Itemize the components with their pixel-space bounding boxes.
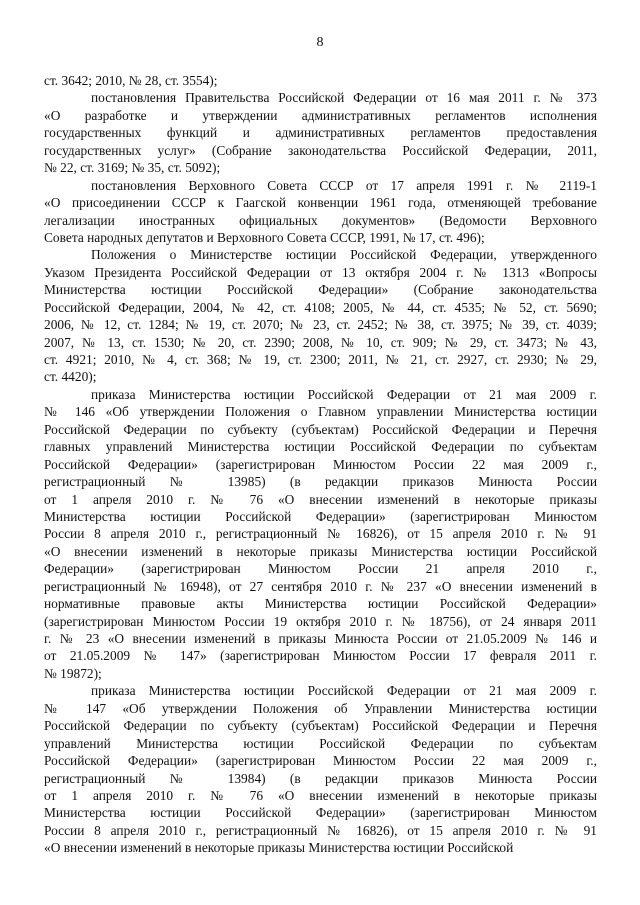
document-body: [44, 72, 597, 857]
text-line: от 21.05.2009 № 147» (зарегистрирован Минюстом России 17 февраля 2011 г.: [44, 648, 597, 664]
text-line: Российской Федерации» (зарегистрирован Минюстом России 22 мая 2009 г.,: [44, 753, 597, 769]
text-line: Российской Федерации по субъекту (субъектам) Российской Федерации и Перечня: [44, 421, 597, 437]
text-line: 2007, № 13, ст. 1530; № 20, ст. 2390; 2008, № 10, ст. 909; № 29, ст. 3473; № 43,: [44, 334, 597, 350]
text-line: России 8 апреля 2010 г., регистрационный № 16826), от 15 апреля 2010 г. № 91: [44, 526, 597, 542]
text-line: регистрационный № 13984) (в редакции приказов Минюста России: [44, 770, 597, 786]
text-line: № 22, ст. 3169; № 35, ст. 5092);: [44, 160, 221, 176]
text-line: нормативные правовые акты Министерства юстиции Российской Федерации»: [44, 596, 597, 612]
text-line: г. № 23 «О внесении изменений в приказы Минюста России от 21.05.2009 № 146 и: [44, 631, 597, 646]
text-line: «О разработке и утверждении административных регламентов исполнения: [44, 107, 597, 123]
text-line: Указом Президента Российской Федерации от 13 октября 2004 г. № 1313 «Вопросы: [44, 264, 597, 280]
text-line: «О внесении изменений в некоторые приказы Министерства юстиции Российской: [44, 840, 514, 856]
paragraph-order-146: [44, 386, 597, 682]
text-line: государственных услуг» (Собрание законодательства Российской Федерации, 2011,: [44, 142, 597, 158]
text-line: регистрационный № 13985) (в редакции приказов Минюста России: [44, 474, 597, 490]
text-line: ст. 4921; 2010, № 4, ст. 368; № 19, ст. 2300; 2011, № 21, ст. 2927, ст. 2930; № 29,: [44, 352, 597, 367]
text-line: Министерства юстиции Российской Федерации» (зарегистрирован Минюстом: [44, 508, 597, 524]
text-line: № 146 «Об утверждении Положения о Главном управлении Министерства юстиции: [44, 404, 597, 420]
text-line: ст. 4420);: [44, 369, 97, 385]
text-line: Российской Федерации по субъекту (субъектам) Российской Федерации и Перечня: [44, 718, 597, 734]
text-line: Российской Федерации, 2004, № 42, ст. 4108; 2005, № 44, ст. 4535; № 52, ст. 5690;: [44, 299, 597, 315]
text-line: приказа Министерства юстиции Российской Федерации от 21 мая 2009 г.: [91, 683, 597, 699]
text-line: управлений Министерства юстиции Российской Федерации по субъектам: [44, 735, 597, 751]
paragraph-ministry-regulation: [44, 246, 597, 386]
text-line: «О присоединении СССР к Гаагской конвенции 1961 года, отменяющей требование: [44, 195, 597, 211]
text-line: «О внесении изменений в некоторые приказы Министерства юстиции Российской: [44, 543, 597, 559]
text-line: № 19872);: [44, 665, 102, 681]
paragraph-supreme-soviet-resolution: [44, 177, 597, 247]
text-line: Положения о Министерстве юстиции Российской Федерации, утвержденного: [91, 247, 597, 263]
paragraph-citation-tail: [44, 72, 597, 89]
text-line: Российской Федерации» (зарегистрирован Минюстом России 22 мая 2009 г.,: [44, 456, 597, 472]
text-line: Совета народных депутатов и Верховного Совета СССР, 1991, № 17, ст. 496);: [44, 229, 485, 245]
text-line: Министерства юстиции Российской Федерации» (Собрание законодательства: [44, 282, 597, 298]
text-line: Федерации» (зарегистрирован Минюстом России 21 апреля 2010 г.,: [44, 561, 597, 577]
text-line: приказа Министерства юстиции Российской Федерации от 21 мая 2009 г.: [91, 386, 597, 402]
text-line: (зарегистрирован Минюстом России 19 октября 2010 г. № 18756), от 24 января 2011: [44, 613, 597, 629]
text-line: регистрационный № 16948), от 27 сентября 2010 г. № 237 «О внесении изменений в: [44, 578, 597, 594]
page-number: 8: [316, 35, 324, 50]
text-line: от 1 апреля 2010 г. № 76 «О внесении изменений в некоторые приказы: [44, 491, 597, 507]
text-line: ст. 3642; 2010, № 28, ст. 3554);: [44, 73, 218, 88]
text-line: России 8 апреля 2010 г., регистрационный № 16826), от 15 апреля 2010 г. № 91: [44, 822, 597, 838]
paragraph-government-resolution-373: [44, 89, 597, 176]
text-line: Министерства юстиции Российской Федерации» (зарегистрирован Минюстом: [44, 805, 597, 821]
paragraph-order-147: [44, 682, 597, 856]
text-line: № 147 «Об утверждении Положения об Управлении Министерства юстиции: [44, 700, 597, 716]
text-line: главных управлений Министерства юстиции Российской Федерации по субъектам: [44, 439, 597, 455]
text-line: 2006, № 12, ст. 1284; № 19, ст. 2070; № 23, ст. 2452; № 38, ст. 3975; № 39, ст. 4039;: [44, 317, 597, 333]
text-line: легализации иностранных официальных документов» (Ведомости Верховного: [44, 212, 597, 228]
text-line: от 1 апреля 2010 г. № 76 «О внесении изменений в некоторые приказы: [44, 787, 597, 803]
text-line: постановления Верховного Совета СССР от 17 апреля 1991 г. № 2119-1: [91, 177, 597, 193]
text-line: постановления Правительства Российской Федерации от 16 мая 2011 г. № 373: [91, 90, 597, 106]
text-line: государственных функций и административных регламентов предоставления: [44, 125, 597, 141]
